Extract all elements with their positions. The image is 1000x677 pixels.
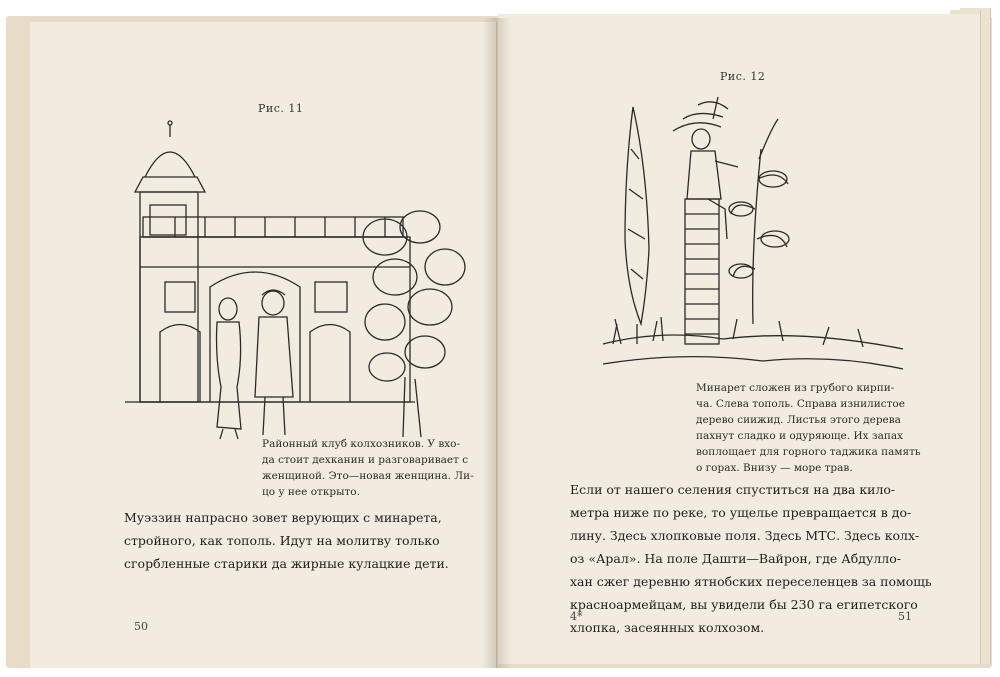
page-number: 50 bbox=[134, 620, 148, 633]
caption-line: пахнут сладко и одуряюще. Их запах bbox=[696, 430, 904, 442]
body-line: метра ниже по реке, то ущелье превращается в до- bbox=[570, 505, 912, 520]
caption-line: ча. Слева тополь. Справа изнилистое bbox=[696, 398, 905, 410]
body-line: оз «Арал». На поле Дашти—Вайрон, где Абдулло- bbox=[570, 551, 901, 566]
signature-mark: 4* bbox=[570, 610, 583, 623]
caption-line: Районный клуб колхозников. У вхо- bbox=[262, 438, 461, 450]
caption-line: Минарет сложен из грубого кирпи- bbox=[696, 382, 895, 394]
body-paragraph bbox=[570, 478, 932, 639]
body-line: лину. Здесь хлопковые поля. Здесь МТС. Здесь колх- bbox=[570, 528, 920, 543]
body-line: Если от нашего селения спуститься на два кило- bbox=[570, 482, 896, 497]
caption-line: да стоит дехканин и разговаривает с bbox=[262, 454, 469, 466]
caption-line: воплощает для горного таджика память bbox=[696, 446, 921, 458]
body-line: хлопка, засеянных колхозом. bbox=[570, 620, 765, 635]
figure-caption bbox=[696, 380, 921, 476]
body-line: сгорбленные старики да жирные кулацкие дети. bbox=[124, 556, 449, 571]
left-page bbox=[30, 22, 497, 668]
page-number: 51 bbox=[898, 610, 912, 623]
body-line: хан сжег деревню ятнобских переселенцев за помощь bbox=[570, 574, 932, 589]
figure-label: Рис. 12 bbox=[720, 70, 766, 83]
right-page bbox=[498, 14, 980, 664]
caption-line: цо у нее открыто. bbox=[262, 486, 360, 498]
body-line: Муэззин напрасно зовет верующих с минарета, bbox=[124, 510, 442, 525]
book-gutter bbox=[482, 18, 512, 668]
body-line: красноармейцам, вы увидели бы 230 га египетского bbox=[570, 597, 918, 612]
caption-line: женщиной. Это—новая женщина. Ли- bbox=[262, 470, 474, 482]
figure-label: Рис. 11 bbox=[258, 102, 304, 115]
caption-line: о горах. Внизу — море трав. bbox=[696, 462, 853, 474]
figure-caption bbox=[262, 436, 474, 500]
illustration-club-building bbox=[125, 117, 475, 447]
caption-line: дерево сиижид. Листья этого дерева bbox=[696, 414, 901, 426]
illustration-minaret bbox=[603, 89, 903, 389]
body-paragraph bbox=[124, 506, 449, 575]
body-line: стройного, как тополь. Идут на молитву только bbox=[124, 533, 440, 548]
